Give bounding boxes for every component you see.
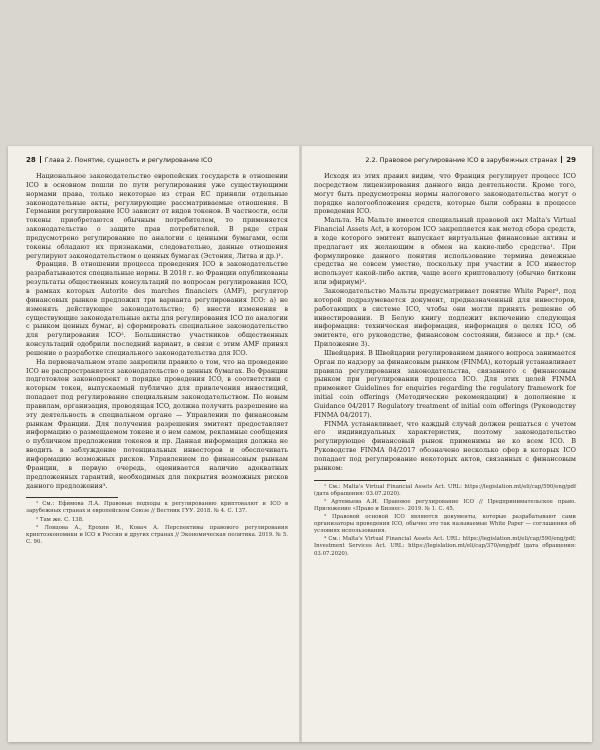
right-footnote-1: ¹ См.: Malta's Virtual Financial Assets Act. URL: https://legislation.mt/eli/cap/590/eng/pdf (дата обращения: 03.07.2020).: [314, 483, 576, 497]
book-gutter: [299, 146, 302, 742]
left-footnote-1: ¹ См.: Ефимова Л.А. Правовые подходы к регулированию криптовалют и ICO в зарубежных странах и европейском Союзе // Вестник ГУУ. 2018. № 4. С. 137.: [26, 501, 288, 515]
header-divider: [40, 156, 41, 163]
right-paragraph-3: Законодательство Мальты предусматривает понятие White Paper³, под которой подразумевается документ, предназначенный для инвесторов, работающих в системе ICO, чтобы они могли принять решение об инвестировании. В Белую книгу подлежит включению следующая информация: техническая информация, информация о целях ICO, об эмитенте, его руководстве, финансовом состоянии, бизнесе и пр.⁴ (см. Приложение 3).: [314, 286, 576, 349]
left-paragraph-2: Франция. В отношении процесса проведения ICO в законодательстве разрабатываются специальные нормы. В 2018 г. во Франции опубликованы результаты общественных консультаций по вопросам регулирования ICO, в рамках которых Autorite des marches financiers (AMF), регулятор финансовых рынков предложил три варианта регулирования ICO: а) не изменять действующее законодательство; б) внести изменения в существующие законодательные акты для регулирования ICO по аналогии с рынком ценных бумаг, в) сформировать специальное законодательство для регулирования ICO². Большинство участников общественных консультаций одобрили последний вариант, в связи с этим AMF принял решение о разработке специального законодательства для ICO.: [26, 260, 288, 357]
left-header-title: Глава 2. Понятие, сущность и регулирование ICO: [44, 156, 213, 164]
left-running-head: [26, 156, 288, 165]
right-paragraph-1: Исходя из этих правил видим, что Франция регулирует процесс ICO посредством лицензирования данного вида деятельности. Кроме того, могут быть предусмотрены нормы налогового законодательства могут о порядке налогообложения средств, которые были собраны в процессе проведения ICO.: [314, 172, 576, 216]
footnote-rule: [314, 480, 406, 481]
right-header-title: 2.2. Правовое регулирование ICO в зарубежных странах: [365, 156, 558, 164]
left-page-number: 28: [26, 156, 36, 164]
right-page: [314, 156, 576, 559]
left-footnote-3: ³ Ловцова А., Ерохин И., Ковач А. Перспективы правового регулирования криптоэкономики и ICO в России и других странах // Экономическая политика. 2019. № 5. С. 90.: [26, 524, 288, 545]
header-divider: [561, 156, 562, 163]
right-paragraph-4: Швейцария. В Швейцарии регулированием данного вопроса занимается Орган по надзору за финансовым рынком (FINMA), который устанавливает правила регулирования законодательства, связанного с финансовым рынком при регулировании процесса ICO. Для этих целей FINMA применяет Guidelines for enquiries regarding the regulatory framework for initial coin offerings (Методические рекомендации) в дополнение к Guidance 04/2017 Regulatory treatment of initial coin offerings (Руководству FINMA 04/2017).: [314, 348, 576, 419]
left-footnote-2: ² Там же. С. 138.: [36, 516, 84, 523]
left-paragraph-3: На первоначальном этапе закрепили правило о том, что на проведение ICO не распространяется законодательство о ценных бумагах. Во Франции подготовлен законопроект о порядке проведения ICO, в соответствии с которым токен, выпускаемый публично для привлечения инвестиций, попадает под регулирование специальным законодательством. По новым правилам, организация, проводящая ICO, должна получить разрешение на эту деятельность в специальном органе — Управлении по финансовым рынкам Франции. Для получения разрешения эмитент предоставляет информацию о размещаемом токене и о нем самом, рекламные сообщения о публичном предложении токенов и пр. Данная информация должна не вводить в заблуждение потенциальных инвесторов и обеспечивать информацию возможных рисков. Управлением по финансовым рынкам Франции, в первую очередь, оценивается наличие адекватных предложенных гарантий, необходимых для покрытия возможных рисков данного предложения³.: [26, 357, 288, 490]
left-paragraph-1: Национальное законодательство европейских государств в отношении ICO в основном пошли по пути регулирования уже существующими нормами права, только некоторые из стран ЕС приняли отдельные законодательные акты, регулирующие рассматриваемые отношения. В Германии регулирование ICO зависит от видов токенов. В частности, если токены приобретаются обычным потребителем, то применяется законодательство о защите прав потребителей. В ряде стран предусмотрено регулирование по аналогии с ценными бумагами, если токены обладают их признаками, следовательно, данные отношения регулируют законодательством о ценных бумагах (Эстония, Литва и др.)¹.: [26, 172, 288, 260]
book-spread: [8, 146, 592, 742]
right-running-head: [314, 156, 576, 165]
left-page: [26, 156, 288, 547]
right-paragraph-5: FINMA устанавливает, что каждый случай должен решаться с учетом его индивидуальных характеристик, поэтому законодательство регулирующее финансовый рынок применимы не ко всем ICO. В Руководстве FINMA 04/2017 обозначено несколько сфер в которых ICO попадает под регулирование некоторых актов, связанных с финансовым рынком:: [314, 419, 576, 472]
footnote-rule: [26, 497, 118, 498]
right-page-number: 29: [566, 156, 576, 164]
right-footnote-2: ² Артемьева А.И. Правовое регулирование ICO // Предпринимательское право. Приложение «Право и Бизнес». 2019. № 1. С. 45.: [314, 498, 576, 512]
right-footnote-4: ⁴ См.: Malta's Virtual Financial Assets Act. URL: https://legislation.mt/eli/cap/590/eng/pdf; Investment Services Act. URL: https://legislation.mt/eli/cap/370/eng/pdf (дата обращения: 03.07.2020).: [314, 536, 576, 557]
right-footnote-3: ³ Правовой основой ICO являются документы, которые разрабатывают сами организаторы проведения ICO, обычно это так называемые White Paper — соглашения об условиях использования.: [314, 514, 576, 535]
right-paragraph-2: Мальта. На Мальте имеется специальный правовой акт Malta's Virtual Financial Assets Act, в котором ICO закрепляется как метод сбора средств, в ходе которого эмитент выпускает виртуальные финансовые активы и предлагает их желающим в обмен на какие-либо средства¹. При формулировке данного понятия использование термина денежные средства не совсем уместно, поскольку при участии в ICO инвестор использует какой-либо актив, чаще всего криптовалюту (обычно биткоин или эфириум)².: [314, 216, 576, 287]
